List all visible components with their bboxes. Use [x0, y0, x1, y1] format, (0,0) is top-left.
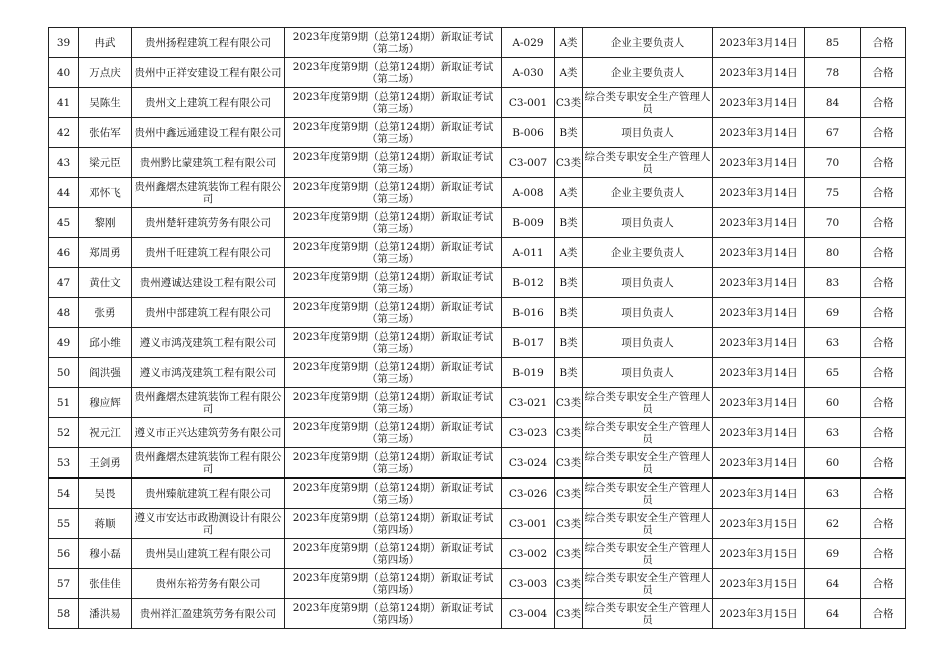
ticket-number: B-019	[502, 358, 555, 388]
exam-category: B类	[555, 208, 583, 238]
exam-result: 合格	[861, 88, 906, 118]
table-row	[49, 599, 906, 629]
person-name: 张勇	[79, 298, 132, 328]
table-body	[49, 28, 906, 629]
row-number: 42	[49, 118, 79, 148]
exam-session: 2023年度第9期（总第124期）新取证考试（第三场）	[285, 298, 502, 328]
row-number: 51	[49, 388, 79, 418]
ticket-number: C3-007	[502, 148, 555, 178]
table-row	[49, 388, 906, 418]
person-name: 阎洪强	[79, 358, 132, 388]
row-number: 45	[49, 208, 79, 238]
row-number: 55	[49, 509, 79, 539]
company-name: 遵义市安达市政勘测设计有限公司	[132, 509, 285, 539]
ticket-number: B-009	[502, 208, 555, 238]
exam-result: 合格	[861, 58, 906, 88]
position-title: 项目负责人	[583, 268, 713, 298]
exam-score: 70	[805, 208, 861, 238]
position-title: 综合类专职安全生产管理人员	[583, 599, 713, 629]
row-number: 41	[49, 88, 79, 118]
company-name: 贵州鑫熠杰建筑装饰工程有限公司	[132, 388, 285, 418]
person-name: 邓怀飞	[79, 178, 132, 208]
row-number: 48	[49, 298, 79, 328]
exam-result: 合格	[861, 388, 906, 418]
company-name: 贵州臻航建筑工程有限公司	[132, 478, 285, 509]
row-number: 57	[49, 569, 79, 599]
position-title: 项目负责人	[583, 358, 713, 388]
position-title: 企业主要负责人	[583, 28, 713, 58]
table-row	[49, 539, 906, 569]
exam-category: C3类	[555, 509, 583, 539]
exam-result: 合格	[861, 238, 906, 268]
table-row	[49, 268, 906, 298]
row-number: 46	[49, 238, 79, 268]
table-row	[49, 148, 906, 178]
company-name: 贵州昊山建筑工程有限公司	[132, 539, 285, 569]
position-title: 企业主要负责人	[583, 238, 713, 268]
exam-result: 合格	[861, 118, 906, 148]
exam-session: 2023年度第9期（总第124期）新取证考试（第三场）	[285, 388, 502, 418]
person-name: 黄仕文	[79, 268, 132, 298]
exam-result: 合格	[861, 539, 906, 569]
person-name: 吴陈生	[79, 88, 132, 118]
exam-result: 合格	[861, 298, 906, 328]
person-name: 穆应辉	[79, 388, 132, 418]
row-number: 49	[49, 328, 79, 358]
row-number: 53	[49, 448, 79, 479]
position-title: 项目负责人	[583, 328, 713, 358]
table-row	[49, 238, 906, 268]
company-name: 贵州文上建筑工程有限公司	[132, 88, 285, 118]
exam-session: 2023年度第9期（总第124期）新取证考试（第三场）	[285, 478, 502, 509]
position-title: 综合类专职安全生产管理人员	[583, 448, 713, 479]
exam-score: 63	[805, 328, 861, 358]
person-name: 吴畏	[79, 478, 132, 509]
table-row	[49, 569, 906, 599]
exam-category: C3类	[555, 388, 583, 418]
ticket-number: A-030	[502, 58, 555, 88]
company-name: 贵州中正祥安建设工程有限公司	[132, 58, 285, 88]
exam-session: 2023年度第9期（总第124期）新取证考试（第三场）	[285, 328, 502, 358]
table-row	[49, 178, 906, 208]
exam-category: A类	[555, 178, 583, 208]
position-title: 项目负责人	[583, 298, 713, 328]
position-title: 企业主要负责人	[583, 58, 713, 88]
ticket-number: C3-001	[502, 509, 555, 539]
company-name: 贵州中部建筑工程有限公司	[132, 298, 285, 328]
table-row	[49, 448, 906, 479]
exam-category: C3类	[555, 478, 583, 509]
row-number: 56	[49, 539, 79, 569]
exam-result: 合格	[861, 178, 906, 208]
exam-category: C3类	[555, 599, 583, 629]
exam-date: 2023年3月15日	[713, 599, 805, 629]
exam-score: 70	[805, 148, 861, 178]
exam-date: 2023年3月14日	[713, 478, 805, 509]
row-number: 39	[49, 28, 79, 58]
company-name: 贵州鑫熠杰建筑装饰工程有限公司	[132, 178, 285, 208]
exam-score: 65	[805, 358, 861, 388]
table-row	[49, 358, 906, 388]
person-name: 万点庆	[79, 58, 132, 88]
position-title: 项目负责人	[583, 118, 713, 148]
exam-result: 合格	[861, 328, 906, 358]
exam-category: C3类	[555, 539, 583, 569]
exam-result: 合格	[861, 448, 906, 479]
exam-session: 2023年度第9期（总第124期）新取证考试（第二场）	[285, 28, 502, 58]
exam-category: B类	[555, 298, 583, 328]
table-row	[49, 118, 906, 148]
exam-category: C3类	[555, 148, 583, 178]
exam-score: 78	[805, 58, 861, 88]
exam-result: 合格	[861, 268, 906, 298]
exam-result: 合格	[861, 569, 906, 599]
row-number: 54	[49, 478, 79, 509]
exam-session: 2023年度第9期（总第124期）新取证考试（第三场）	[285, 88, 502, 118]
company-name: 贵州楚轩建筑劳务有限公司	[132, 208, 285, 238]
exam-result: 合格	[861, 28, 906, 58]
exam-score: 63	[805, 418, 861, 448]
exam-session: 2023年度第9期（总第124期）新取证考试（第二场）	[285, 58, 502, 88]
ticket-number: B-017	[502, 328, 555, 358]
exam-date: 2023年3月14日	[713, 448, 805, 479]
exam-category: B类	[555, 268, 583, 298]
exam-score: 69	[805, 298, 861, 328]
company-name: 贵州中鑫远通建设工程有限公司	[132, 118, 285, 148]
exam-date: 2023年3月14日	[713, 58, 805, 88]
exam-category: C3类	[555, 448, 583, 479]
row-number: 47	[49, 268, 79, 298]
exam-date: 2023年3月15日	[713, 569, 805, 599]
ticket-number: C3-002	[502, 539, 555, 569]
exam-date: 2023年3月14日	[713, 238, 805, 268]
exam-session: 2023年度第9期（总第124期）新取证考试（第三场）	[285, 178, 502, 208]
results-table	[48, 27, 906, 629]
exam-result: 合格	[861, 599, 906, 629]
exam-session: 2023年度第9期（总第124期）新取证考试（第四场）	[285, 539, 502, 569]
table-row	[49, 418, 906, 448]
position-title: 综合类专职安全生产管理人员	[583, 148, 713, 178]
company-name: 遵义市正兴达建筑劳务有限公司	[132, 418, 285, 448]
exam-category: C3类	[555, 569, 583, 599]
position-title: 综合类专职安全生产管理人员	[583, 88, 713, 118]
ticket-number: A-029	[502, 28, 555, 58]
person-name: 张佳佳	[79, 569, 132, 599]
exam-session: 2023年度第9期（总第124期）新取证考试（第三场）	[285, 208, 502, 238]
person-name: 张佑军	[79, 118, 132, 148]
position-title: 综合类专职安全生产管理人员	[583, 509, 713, 539]
exam-session: 2023年度第9期（总第124期）新取证考试（第三场）	[285, 238, 502, 268]
company-name: 遵义市鸿茂建筑工程有限公司	[132, 328, 285, 358]
person-name: 王剑勇	[79, 448, 132, 479]
exam-session: 2023年度第9期（总第124期）新取证考试（第四场）	[285, 509, 502, 539]
exam-score: 69	[805, 539, 861, 569]
exam-session: 2023年度第9期（总第124期）新取证考试（第三场）	[285, 148, 502, 178]
exam-session: 2023年度第9期（总第124期）新取证考试（第四场）	[285, 569, 502, 599]
exam-date: 2023年3月14日	[713, 148, 805, 178]
exam-score: 64	[805, 599, 861, 629]
company-name: 遵义市鸿茂建筑工程有限公司	[132, 358, 285, 388]
exam-category: A类	[555, 28, 583, 58]
ticket-number: C3-026	[502, 478, 555, 509]
ticket-number: C3-023	[502, 418, 555, 448]
table-row	[49, 88, 906, 118]
position-title: 企业主要负责人	[583, 178, 713, 208]
ticket-number: B-006	[502, 118, 555, 148]
row-number: 40	[49, 58, 79, 88]
exam-score: 84	[805, 88, 861, 118]
exam-score: 80	[805, 238, 861, 268]
exam-result: 合格	[861, 358, 906, 388]
exam-category: B类	[555, 358, 583, 388]
exam-session: 2023年度第9期（总第124期）新取证考试（第三场）	[285, 358, 502, 388]
exam-score: 85	[805, 28, 861, 58]
company-name: 贵州鑫熠杰建筑装饰工程有限公司	[132, 448, 285, 479]
exam-date: 2023年3月14日	[713, 298, 805, 328]
table-row	[49, 58, 906, 88]
exam-date: 2023年3月15日	[713, 539, 805, 569]
exam-date: 2023年3月14日	[713, 388, 805, 418]
company-name: 贵州黔比蒙建筑工程有限公司	[132, 148, 285, 178]
table-row	[49, 28, 906, 58]
row-number: 50	[49, 358, 79, 388]
ticket-number: B-016	[502, 298, 555, 328]
ticket-number: C3-024	[502, 448, 555, 479]
table-row	[49, 478, 906, 509]
exam-result: 合格	[861, 148, 906, 178]
position-title: 综合类专职安全生产管理人员	[583, 478, 713, 509]
ticket-number: B-012	[502, 268, 555, 298]
person-name: 潘洪易	[79, 599, 132, 629]
person-name: 邱小维	[79, 328, 132, 358]
company-name: 贵州扬程建筑工程有限公司	[132, 28, 285, 58]
exam-session: 2023年度第9期（总第124期）新取证考试（第三场）	[285, 268, 502, 298]
company-name: 贵州祥汇盈建筑劳务有限公司	[132, 599, 285, 629]
exam-session: 2023年度第9期（总第124期）新取证考试（第三场）	[285, 448, 502, 479]
exam-result: 合格	[861, 509, 906, 539]
company-name: 贵州遵诚达建设工程有限公司	[132, 268, 285, 298]
ticket-number: C3-001	[502, 88, 555, 118]
exam-category: B类	[555, 328, 583, 358]
position-title: 综合类专职安全生产管理人员	[583, 569, 713, 599]
company-name: 贵州千旺建筑工程有限公司	[132, 238, 285, 268]
exam-date: 2023年3月15日	[713, 509, 805, 539]
exam-score: 60	[805, 448, 861, 479]
exam-category: A类	[555, 238, 583, 268]
exam-score: 67	[805, 118, 861, 148]
exam-date: 2023年3月14日	[713, 268, 805, 298]
company-name: 贵州东裕劳务有限公司	[132, 569, 285, 599]
exam-session: 2023年度第9期（总第124期）新取证考试（第三场）	[285, 118, 502, 148]
row-number: 43	[49, 148, 79, 178]
ticket-number: C3-003	[502, 569, 555, 599]
exam-score: 64	[805, 569, 861, 599]
ticket-number: A-008	[502, 178, 555, 208]
exam-session: 2023年度第9期（总第124期）新取证考试（第三场）	[285, 418, 502, 448]
exam-date: 2023年3月14日	[713, 28, 805, 58]
exam-date: 2023年3月14日	[713, 178, 805, 208]
table-row	[49, 509, 906, 539]
exam-date: 2023年3月14日	[713, 358, 805, 388]
position-title: 项目负责人	[583, 208, 713, 238]
exam-category: C3类	[555, 418, 583, 448]
person-name: 黎刚	[79, 208, 132, 238]
position-title: 综合类专职安全生产管理人员	[583, 418, 713, 448]
person-name: 穆小磊	[79, 539, 132, 569]
table-row	[49, 208, 906, 238]
row-number: 58	[49, 599, 79, 629]
exam-score: 62	[805, 509, 861, 539]
person-name: 祝元江	[79, 418, 132, 448]
position-title: 综合类专职安全生产管理人员	[583, 539, 713, 569]
exam-date: 2023年3月14日	[713, 418, 805, 448]
exam-score: 75	[805, 178, 861, 208]
position-title: 综合类专职安全生产管理人员	[583, 388, 713, 418]
person-name: 梁元臣	[79, 148, 132, 178]
exam-score: 63	[805, 478, 861, 509]
ticket-number: C3-004	[502, 599, 555, 629]
ticket-number: C3-021	[502, 388, 555, 418]
exam-date: 2023年3月14日	[713, 88, 805, 118]
exam-score: 83	[805, 268, 861, 298]
exam-date: 2023年3月14日	[713, 118, 805, 148]
exam-session: 2023年度第9期（总第124期）新取证考试（第四场）	[285, 599, 502, 629]
row-number: 44	[49, 178, 79, 208]
table-row	[49, 298, 906, 328]
exam-category: B类	[555, 118, 583, 148]
exam-category: C3类	[555, 88, 583, 118]
row-number: 52	[49, 418, 79, 448]
exam-result: 合格	[861, 208, 906, 238]
table-row	[49, 328, 906, 358]
ticket-number: A-011	[502, 238, 555, 268]
person-name: 蒋顺	[79, 509, 132, 539]
exam-date: 2023年3月14日	[713, 328, 805, 358]
exam-date: 2023年3月14日	[713, 208, 805, 238]
exam-category: A类	[555, 58, 583, 88]
exam-result: 合格	[861, 478, 906, 509]
exam-score: 60	[805, 388, 861, 418]
person-name: 郑周勇	[79, 238, 132, 268]
exam-result: 合格	[861, 418, 906, 448]
person-name: 冉武	[79, 28, 132, 58]
